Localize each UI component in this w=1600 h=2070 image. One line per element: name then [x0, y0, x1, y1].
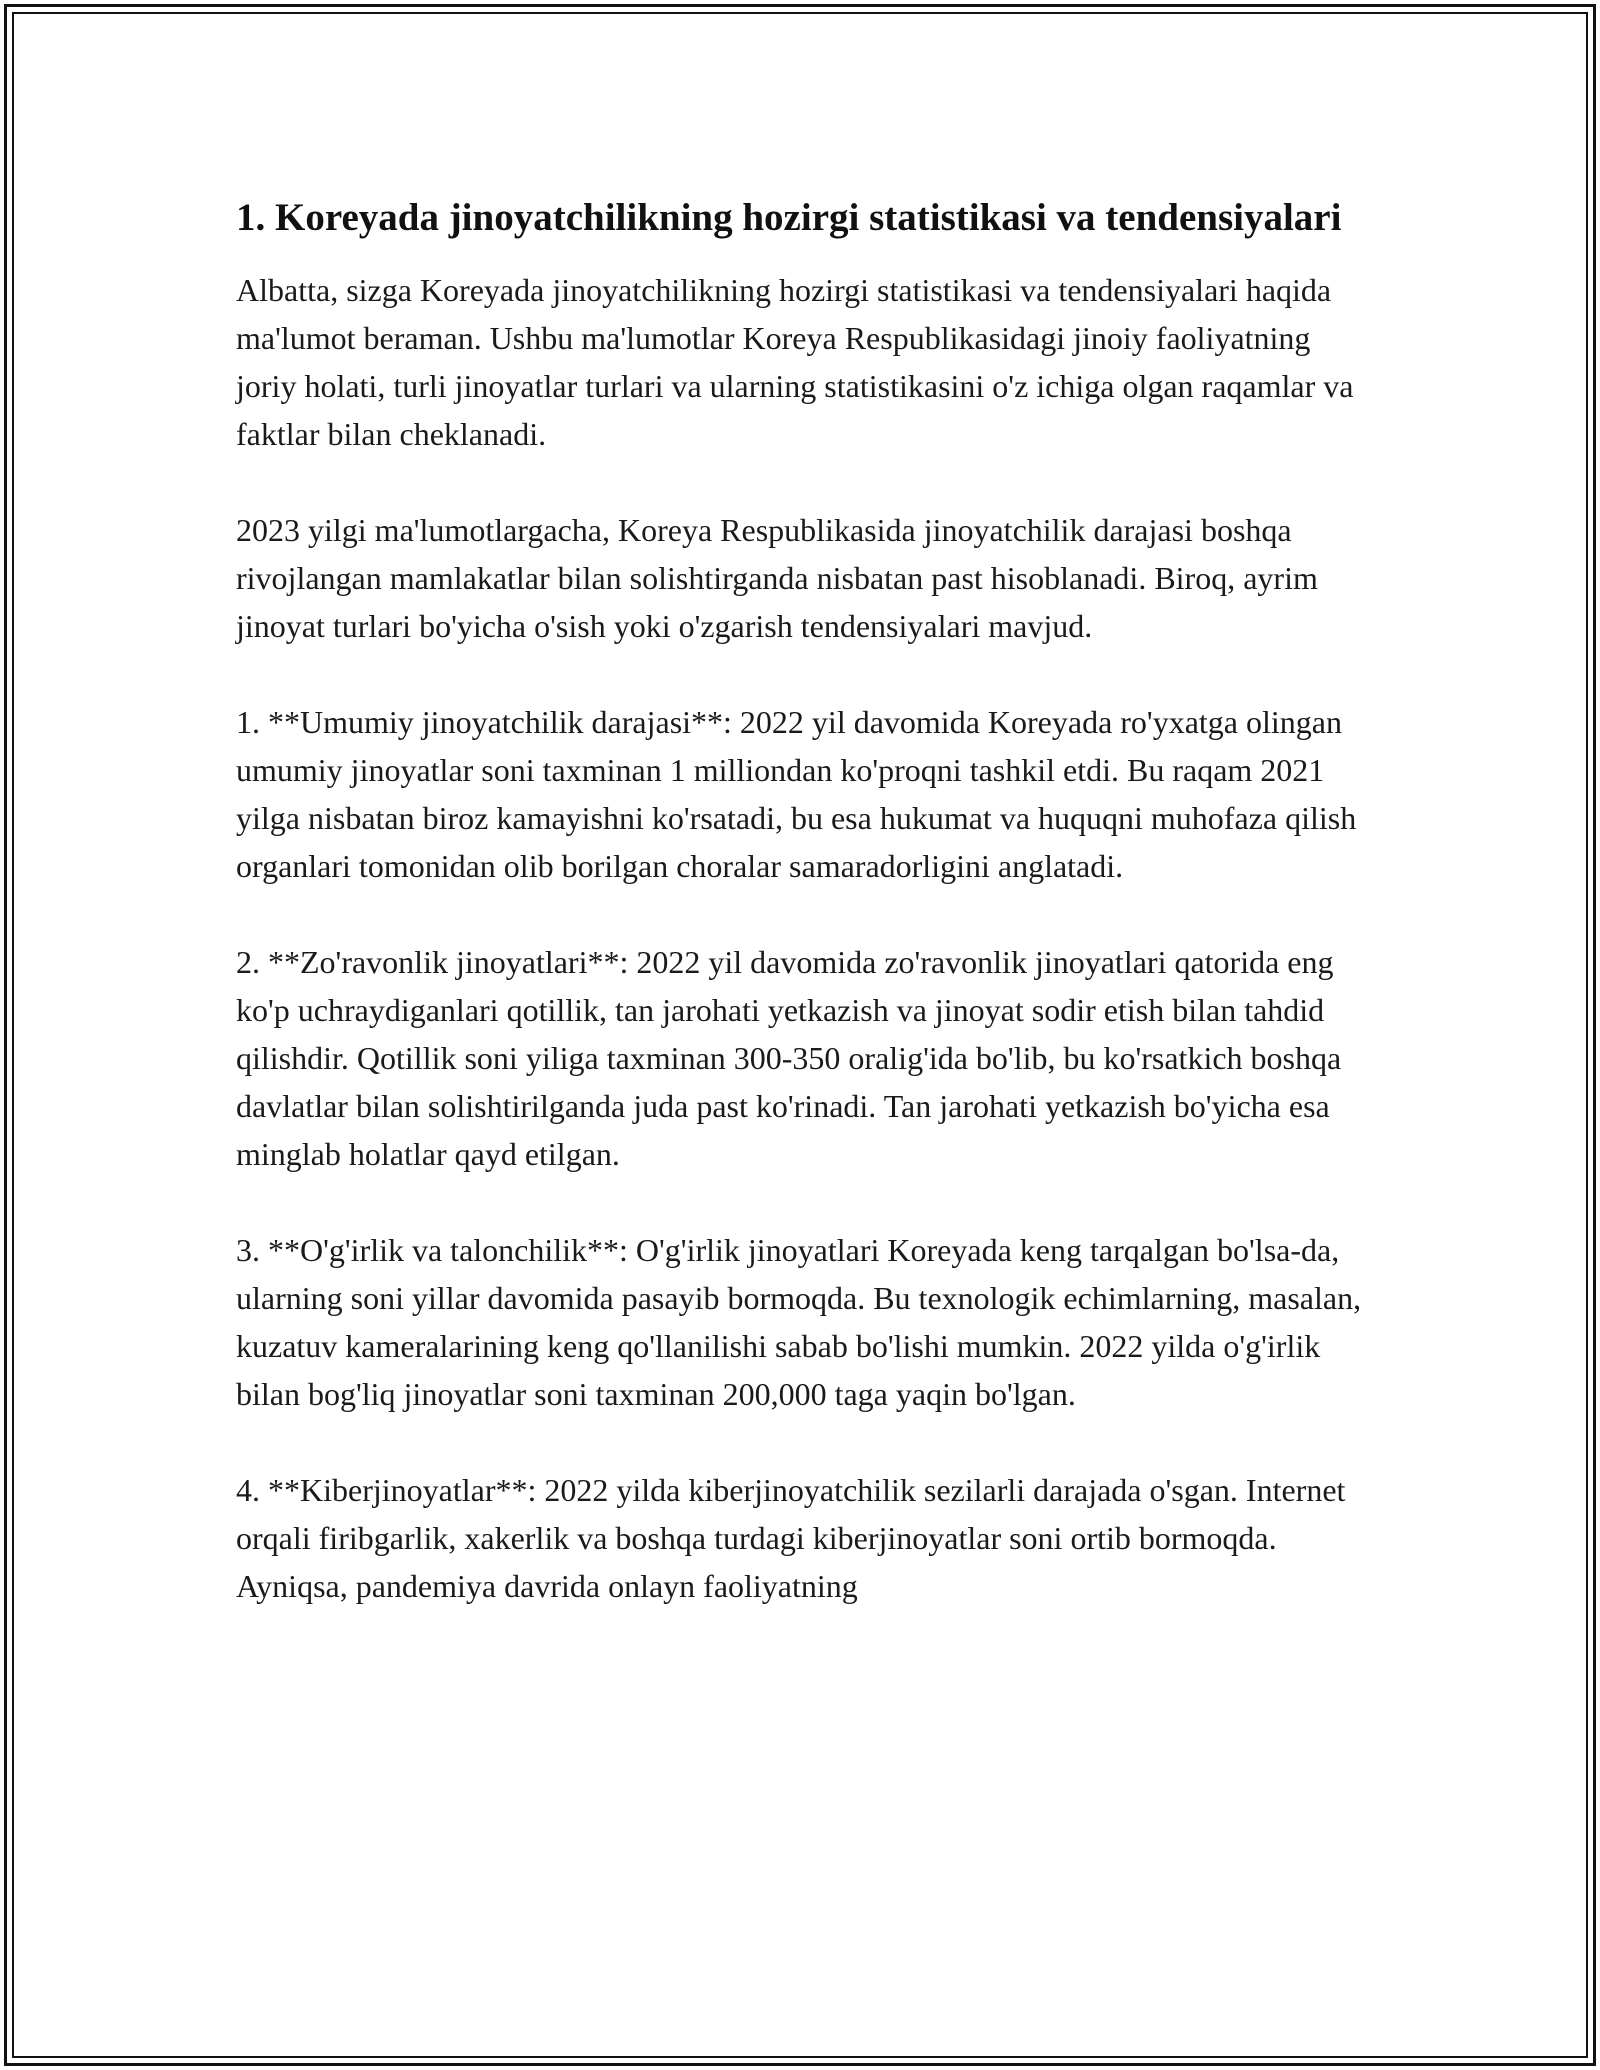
list-item-theft-robbery: 3. **O'g'irlik va talonchilik**: O'g'irlik jinoyatlari Koreyada keng tarqalgan bo'lsa-da, ularning soni yillar davomida pasayib bormoqda. Bu texnologik echimlarning, masalan, kuzatuv kameralarining keng qo'llanilishi sabab bo'lishi mumkin. 2022 yilda o'g'irlik bilan bog'liq jinoyatlar soni taxminan 200,000 taga yaqin bo'lgan.: [236, 1232, 1362, 1412]
section-heading: 1. Koreyada jinoyatchilikning hozirgi statistikasi va tendensiyalari: [236, 196, 1342, 239]
list-item-cybercrimes: 4. **Kiberjinoyatlar**: 2022 yilda kiberjinoyatchilik sezilarli darajada o'sgan. Internet orqali firibgarlik, xakerlik va boshqa turdagi kiberjinoyatlar soni ortib bormoqda. Ayniqsa, pandemiya davrida onlayn faoliyatning: [236, 1472, 1346, 1604]
document-body: [236, 190, 1366, 1658]
list-item-violent-crimes: 2. **Zo'ravonlik jinoyatlari**: 2022 yil davomida zo'ravonlik jinoyatlari qatorida eng ko'p uchraydiganlari qotillik, tan jarohati yetkazish va jinoyat sodir etish bilan tahdid qilishdir. Qotillik soni yiliga taxminan 300-350 oralig'ida bo'lib, bu ko'rsatkich boshqa davlatlar bilan solishtirilganda juda past ko'rinadi. Tan jarohati yetkazish bo'yicha esa minglab holatlar qayd etilgan.: [236, 944, 1342, 1172]
list-item-general-crime-rate: 1. **Umumiy jinoyatchilik darajasi**: 2022 yil davomida Koreyada ro'yxatga olingan umumiy jinoyatlar soni taxminan 1 milliondan ko'proqni tashkil etdi. Bu raqam 2021 yilga nisbatan biroz kamayishni ko'rsatadi, bu esa hukumat va huquqni muhofaza qilish organlari tomonidan olib borilgan choralar samaradorligini anglatadi.: [236, 704, 1357, 884]
paragraph-intro: Albatta, sizga Koreyada jinoyatchilikning hozirgi statistikasi va tendensiyalari haqida ma'lumot beraman. Ushbu ma'lumotlar Koreya Respublikasidagi jinoiy faoliyatning joriy holati, turli jinoyatlar turlari va ularning statistikasini o'z ichiga olgan raqamlar va faktlar bilan cheklanadi.: [236, 272, 1354, 452]
paragraph-overview-2023: 2023 yilgi ma'lumotlargacha, Koreya Respublikasida jinoyatchilik darajasi boshqa rivojlangan mamlakatlar bilan solishtirganda nisbatan past hisoblanadi. Biroq, ayrim jinoyat turlari bo'yicha o'sish yoki o'zgarish tendensiyalari mavjud.: [236, 512, 1318, 644]
